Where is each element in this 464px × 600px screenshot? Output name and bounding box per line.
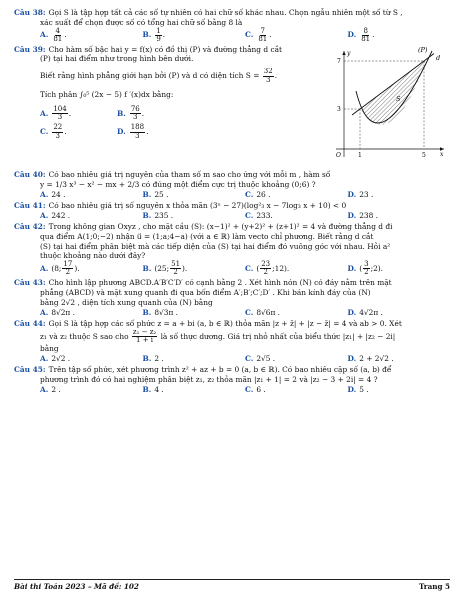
question-text: Tích phân ∫₀⁵ (2x − 5) f ′(x)dx bằng: [40,89,174,99]
question-text: Cho hàm số bậc hai y = f(x) có đồ thị (P) và đường thẳng d cắt [48,44,282,54]
question-40 [14,170,450,199]
answer-row [14,261,450,277]
answer-a[interactable]: A. 2 . [40,384,61,394]
question-label: Câu 40: [14,170,46,180]
question-45 [14,365,450,394]
answer-b[interactable]: B. $\frac{76}{3}$ . [117,104,145,122]
question-label: Câu 38: [14,8,46,17]
tick-origin: O [336,151,341,159]
question-text: Có bao nhiêu giá trị số nguyên x thỏa mãn (3ˣ − 27)(log²₃ x − 7log₃ x + 10) < 0 [48,201,347,211]
answer-row [14,190,450,200]
answer-row [14,211,450,221]
answer-row [14,28,450,44]
answer-row [14,354,450,364]
answer-a[interactable]: A. 8√2π . [40,307,75,317]
answer-c[interactable]: C. 233. [245,210,273,220]
question-text: (S) tại hai điểm phân biệt mà các tiếp diện của (S) tại hai điểm đó vuông góc với nhau. Hỏi a² [40,241,391,251]
question-39: Câu 39: Cho hàm số bậc hai y = f(x) có đồ thị (P) và đường thẳng d cắt (P) tại hai điểm như trong hình bên dưới. Biết rằng hình phẳng giới hạn bởi (P) và d có diện tích S = $\frac{32}{3}$ . Tích phân ∫₀⁵ (2x − 5) f ′(x)dx bằng: A. $\frac{104}{3}$ . B. $\frac{76}{3}$ . C. $\frac{22}{3}$ . D. $\frac{188}{3}$ . (P) d S 7 3 O 1 5 x y [14,45,450,169]
question-text: xác suất để chọn được số có tổng hai chữ số bằng 8 là [40,17,243,27]
answer-row [14,308,450,318]
question-text: z₁ và z₂ thuộc S sao cho [40,331,129,341]
answer-a[interactable]: A. 2√2 . [40,354,71,364]
tick-y-3: 3 [337,105,341,113]
axis-x-label: x [440,150,444,158]
question-42 [14,222,450,277]
question-44: Câu 44: Gọi S là tập hợp các số phức z = a + bi (a, b ∈ ℝ) thỏa mãn |z + z̄| + |z − z̄| = 4 và ab > 0. Xét z₁ và z₂ thuộc S sao cho $\frac{\text{z₁ − z₂}}{1 + i}$ là số thực dương. Giá trị nhỏ nhất của biểu thức |z₁| + |z₂ − 2i| bằng A. 2√2 . B. 2 . C. 2√5 . D. 2 + 2√2 . [14,319,450,364]
answer-a[interactable]: A. $\frac{4}{81}$ . [40,26,67,43]
answer-c[interactable]: C. 26 . [245,189,271,199]
question-text: phương trình đó có hai nghiệm phân biệt z₁, z₂ thỏa mãn |z₁ + 1| = 2 và |z₂ − 3 + 2i| = 4 ? [40,375,378,385]
answer-c[interactable]: C. ( $\frac{23}{2}$ ;12). [245,260,290,277]
question-41 [14,201,450,221]
question-text: Có bao nhiêu giá trị nguyên của tham số m sao cho ứng với mỗi m , hàm số [48,170,331,180]
answer-d[interactable]: D. 4√2π . [347,307,383,317]
question-label: Câu 42: [14,222,46,232]
exam-code: Bài thi Toán 2023 – Mã đề: 102 [14,582,139,591]
answer-d[interactable]: D. ( $\frac{3}{2}$ ;2). [347,260,384,277]
parabola-line-graph [322,45,450,165]
answer-b[interactable]: B. 4 . [142,384,164,394]
tick-y-7: 7 [337,57,341,65]
answer-c[interactable]: C. 6 . [245,384,266,394]
answer-c[interactable]: C. $\frac{7}{81}$ . [245,26,272,43]
answer-b[interactable]: B. 235 . [142,210,174,220]
question-label: Câu 43: [14,278,46,288]
tick-x-5: 5 [422,151,426,159]
answer-a[interactable]: A. (8; $\frac{17}{2}$ ). [40,260,80,277]
answer-b[interactable]: B. (25; $\frac{51}{2}$ ). [142,260,188,277]
question-text: là số thực dương. Giá trị nhỏ nhất của biểu thức |z₁| + |z₂ − 2i| [160,331,396,341]
question-text: (P) tại hai điểm như trong hình bên dưới. [40,54,194,64]
y-axis-arrow [342,51,345,55]
answer-d[interactable]: D. 2 + 2√2 . [347,354,394,364]
question-text: thuộc khoảng nào dưới đây? [40,251,146,261]
question-text: Gọi S là tập hợp tất cả các số tự nhiên có hai chữ số khác nhau. Chọn ngẫu nhiên một số từ S , [48,8,403,17]
answer-row [14,124,194,140]
exam-page [14,8,450,592]
question-text: Biết rằng hình phẳng giới hạn bởi (P) và d có diện tích S = [40,71,260,81]
label-d: d [436,53,441,62]
answer-d[interactable]: D. $\frac{8}{81}$ . [347,26,375,43]
question-label: Câu 45: [14,365,46,375]
question-text: Gọi S là tập hợp các số phức z = a + bi (a, b ∈ ℝ) thỏa mãn |z + z̄| + |z − z̄| = 4 và ab > 0. Xét [48,318,402,328]
answer-c[interactable]: C. $\frac{22}{3}$ . [40,123,67,140]
question-text: bằng 2√2 , diện tích xung quanh của (N) bằng [40,297,213,307]
answer-b[interactable]: B. $\frac{1}{9}$ . [142,26,166,43]
question-text: qua điểm A(1;0;−2) nhận u⃗ = (1;a;4−a) (với a ∈ ℝ) làm vecto chỉ phương. Biết rằng d cắt [40,231,374,241]
question-text: bằng [40,344,59,354]
question-text: phẳng (ABCD) và mặt xung quanh đi qua bốn điểm A′;B′;C′;D′ . Khi bán kính đáy của (N) [40,288,371,298]
answer-c[interactable]: C. 2√5 . [245,354,276,364]
answer-row [14,106,194,122]
answer-row [14,385,450,395]
question-text: Trong không gian Oxyz , cho mặt cầu (S): (x−1)² + (y+2)² + (z+1)² = 4 và đường thẳng d đi [48,222,393,232]
tick-x-1: 1 [358,151,362,159]
question-43 [14,278,450,317]
answer-c[interactable]: C. 8√6π . [245,307,280,317]
answer-d[interactable]: D. 5 . [347,384,369,394]
answer-a[interactable]: A. $\frac{104}{3}$ . [40,104,72,122]
answer-a[interactable]: A. 24 . [40,189,66,199]
answer-b[interactable]: B. 25 . [142,189,169,199]
answer-d[interactable]: D. $\frac{188}{3}$ . [117,123,149,140]
answer-a[interactable]: A. 242 . [40,210,71,220]
question-text: Trên tập số phức, xét phương trình z² + az + b = 0 (a, b ∈ ℝ). Có bao nhiêu cặp số (a, b) để [48,365,392,375]
question-label: Câu 44: [14,318,46,328]
question-label: Câu 41: [14,201,46,211]
question-text: y = 1/3 x³ − x² − mx + 2/3 có đúng một điểm cực trị thuộc khoảng (0;6) ? [40,179,316,189]
answer-b[interactable]: B. 8√3π . [142,307,178,317]
answer-d[interactable]: D. 23 . [347,189,374,199]
question-text: Cho hình lập phương ABCD.A′B′C′D′ có cạnh bằng 2 . Xét hình nón (N) có đáy nằm trên mặt [48,278,392,288]
page-number: Trang 5 [418,582,450,591]
label-p: (P) [418,45,428,54]
page-footer [14,579,450,592]
question-38 [14,8,450,43]
answer-d[interactable]: D. 238 . [347,210,379,220]
answer-b[interactable]: B. 2 . [142,354,164,364]
axis-y-label: y [347,49,351,57]
question-label: Câu 39: [14,44,46,54]
label-s: S [396,94,401,103]
